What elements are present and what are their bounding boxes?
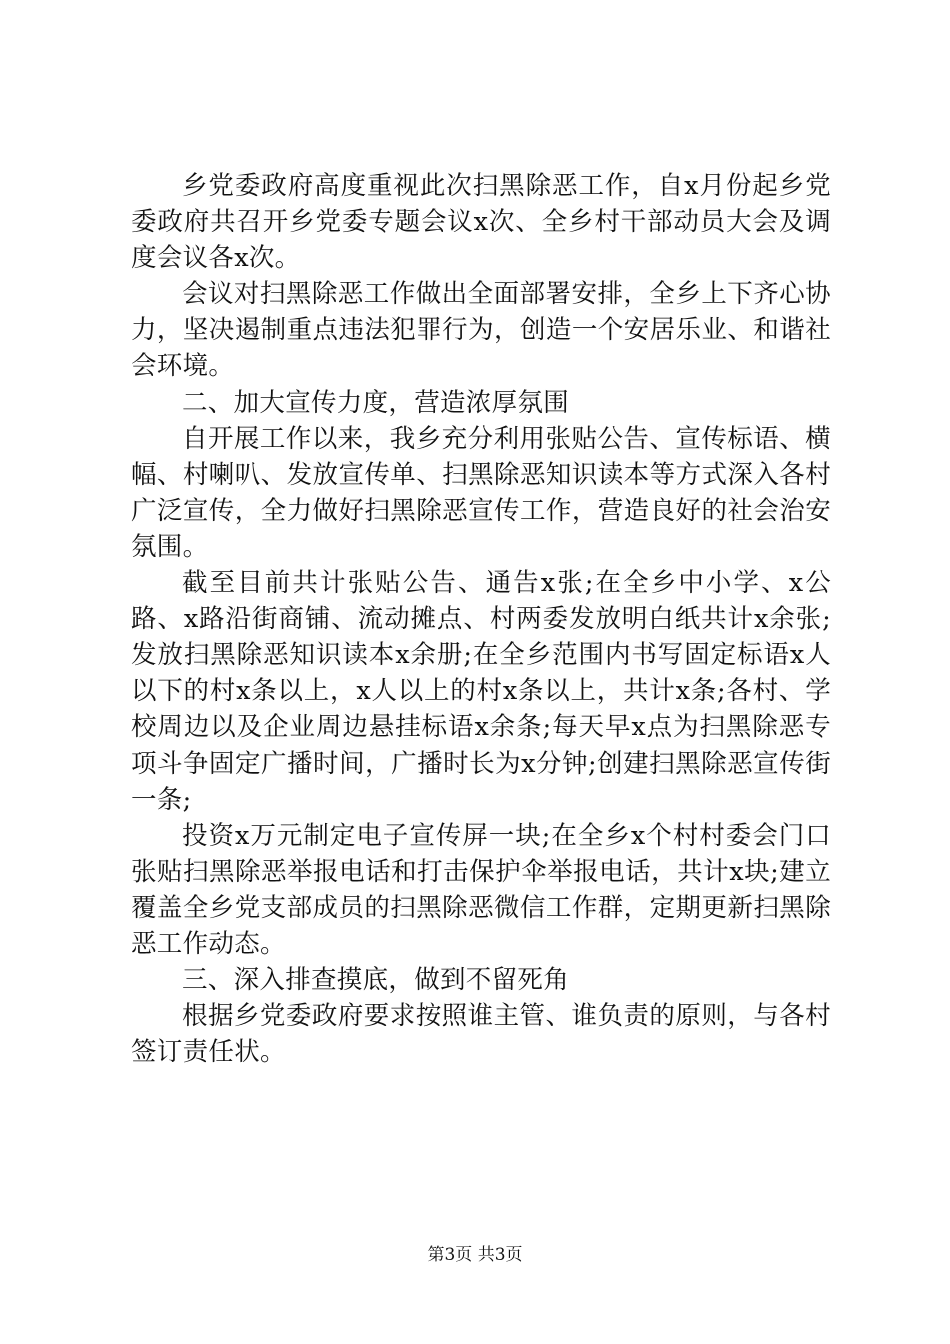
section-heading-publicity: 二、加大宣传力度，营造浓厚氛围 xyxy=(182,387,570,418)
page-footer: 第3页 共3页 xyxy=(427,1245,523,1265)
paragraph-publicity-methods: 自开展工作以来，我乡充分利用张贴公告、宣传标语、横幅、村喇叭、发放宣传单、扫黑除恶知识读本等方式深入各村广泛宣传，全力做好扫黑除恶宣传工作，营造良好的社会治安氛围。 xyxy=(131,423,831,562)
document-body xyxy=(131,168,831,1070)
paragraph-deployment: 会议对扫黑除恶工作做出全面部署安排，全乡上下齐心协力，坚决遏制重点违法犯罪行为，创造一个安居乐业、和谐社会环境。 xyxy=(131,279,831,382)
paragraph-meetings: 乡党委政府高度重视此次扫黑除恶工作，自x月份起乡党委政府共召开乡党委专题会议x次、全乡村干部动员大会及调度会议各x次。 xyxy=(131,171,831,274)
section-heading-investigation: 三、深入排查摸底，做到不留死角 xyxy=(182,965,570,996)
paragraph-investment: 投资x万元制定电子宣传屏一块;在全乡x个村村委会门口张贴扫黑除恶举报电话和打击保护伞举报电话，共计x块;建立覆盖全乡党支部成员的扫黑除恶微信工作群，定期更新扫黑除恶工作动态。 xyxy=(131,820,831,959)
paragraph-publicity-stats: 截至目前共计张贴公告、通告x张;在全乡中小学、x公路、x路沿街商铺、流动摊点、村两委发放明白纸共计x余张;发放扫黑除恶知识读本x余册;在全乡范围内书写固定标语x人以下的村x条以上，x人以上的村x条以上，共计x条;各村、学校周边以及企业周边悬挂标语x余条;每天早x点为扫黑除恶专项斗争固定广播时间，广播时长为x分钟;创建扫黑除恶宣传街一条; xyxy=(131,568,831,815)
paragraph-responsibility: 根据乡党委政府要求按照谁主管、谁负责的原则，与各村签订责任状。 xyxy=(131,1001,831,1068)
